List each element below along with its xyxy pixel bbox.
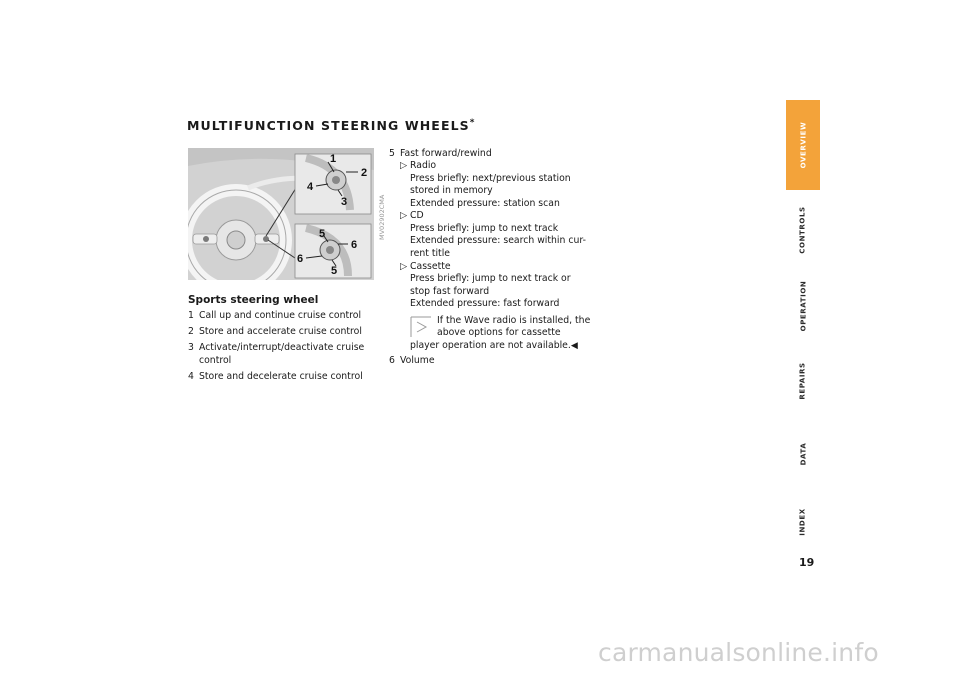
item-text: Activate/interrupt/deactivate cruise (199, 342, 365, 353)
callout-4: 4 (307, 181, 314, 193)
tab-label: OVERVIEW (799, 121, 807, 169)
end-mark-icon: ◀ (570, 341, 578, 351)
tab-label: CONTROLS (799, 206, 807, 254)
tab-controls[interactable] (786, 192, 820, 268)
tab-overview[interactable] (786, 100, 820, 190)
item-number: 3 (188, 342, 194, 353)
page-heading (187, 118, 474, 133)
item-number: 2 (188, 326, 194, 337)
tab-repairs[interactable] (786, 344, 820, 418)
note-line-text: player operation are not available. (410, 340, 571, 351)
tab-label: INDEX (798, 508, 807, 536)
radio-line: stored in memory (410, 185, 493, 196)
item-5-number: 5 (389, 148, 395, 159)
tab-label: REPAIRS (799, 362, 808, 400)
note-icon (410, 316, 432, 338)
callout-5-top: 5 (319, 228, 326, 240)
cd-line: rent title (410, 248, 451, 259)
figure-code: MV02902CMA (378, 194, 386, 240)
steering-wheel-illustration (188, 148, 374, 280)
steering-wheel-drawing (188, 148, 374, 280)
item-6-title: Volume (400, 355, 435, 366)
tab-label: OPERATION (799, 280, 807, 332)
page-heading-text: MULTIFUNCTION STEERING WHEELS (187, 118, 470, 134)
note-line (410, 340, 578, 353)
page-number: 19 (799, 556, 815, 569)
section-subheading: Sports steering wheel (188, 294, 319, 306)
cassette-label: Cassette (410, 261, 451, 272)
item-text: Store and decelerate cruise control (199, 371, 363, 382)
cd-line: Press briefly: jump to next track (410, 223, 559, 234)
optional-equipment-asterisk: * (469, 118, 475, 128)
item-text: Call up and continue cruise control (199, 310, 362, 321)
cd-line: Extended pressure: search within cur- (410, 235, 586, 246)
radio-line: Extended pressure: station scan (410, 198, 560, 209)
item-number: 1 (188, 310, 194, 321)
watermark[interactable]: carmanualsonline.info (598, 638, 879, 667)
callout-6-left: 6 (297, 253, 304, 265)
callout-2: 2 (361, 167, 368, 179)
item-text: Store and accelerate cruise control (199, 326, 362, 337)
tab-operation[interactable] (786, 268, 820, 344)
cassette-line: Press briefly: jump to next track or (410, 273, 571, 284)
item-text-continued: control (199, 354, 232, 366)
item-6-number: 6 (389, 355, 395, 366)
tab-index[interactable] (786, 490, 820, 554)
callout-5-bottom: 5 (331, 265, 338, 277)
cd-label: CD (410, 210, 424, 221)
item-number: 4 (188, 371, 194, 382)
callout-3: 3 (341, 196, 348, 208)
callout-1: 1 (330, 153, 337, 165)
bullet-arrow-icon: ▷ (400, 160, 408, 171)
cassette-line: stop fast forward (410, 286, 490, 297)
item-5-title: Fast forward/rewind (400, 148, 492, 159)
callout-6-right: 6 (351, 239, 358, 251)
note-line: If the Wave radio is installed, the (437, 315, 591, 326)
note-line: above options for cassette (437, 327, 561, 338)
bullet-arrow-icon: ▷ (400, 261, 408, 272)
cassette-line: Extended pressure: fast forward (410, 298, 560, 309)
tab-data[interactable] (786, 418, 820, 490)
tab-label: DATA (798, 442, 807, 466)
bullet-arrow-icon: ▷ (400, 210, 408, 221)
radio-line: Press briefly: next/previous station (410, 173, 571, 184)
radio-label: Radio (410, 160, 437, 171)
